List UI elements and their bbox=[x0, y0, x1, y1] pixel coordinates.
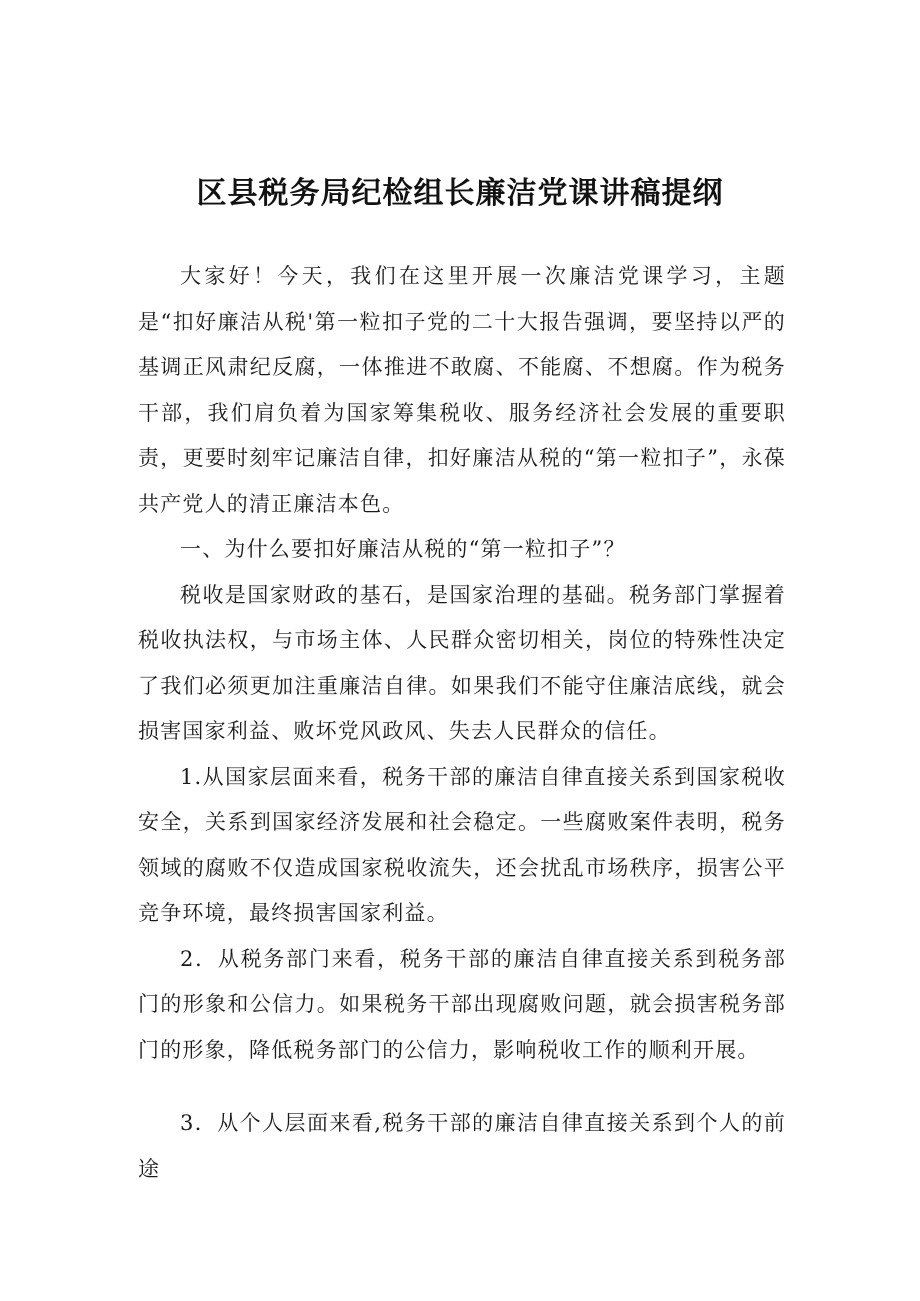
body-paragraph: 税收是国家财政的基石，是国家治理的基础。税务部门掌握着税收执法权，与市场主体、人民群众密切相关，岗位的特殊性决定了我们必须更加注重廉洁自律。如果我们不能守住廉洁底线，就会损害国家利益、败坏党风政风、失去人民群众的信任。 bbox=[138, 582, 786, 743]
point-paragraph-3: 3．从个人层面来看,税务干部的廉洁自律直接关系到个人的前途 bbox=[138, 1111, 786, 1181]
document-body bbox=[138, 254, 786, 1192]
point-paragraph-2: 2．从税务部门来看，税务干部的廉洁自律直接关系到税务部门的形象和公信力。如果税务干部出现腐败问题，就会损害税务部门的形象，降低税务部门的公信力，影响税收工作的顺利开展。 bbox=[138, 946, 786, 1062]
section-heading-1: 一、为什么要扣好廉洁从税的“第一粒扣子”？ bbox=[180, 537, 626, 561]
document-title: 区县税务局纪检组长廉洁党课讲稿提纲 bbox=[196, 176, 724, 211]
intro-paragraph: 大家好！今天，我们在这里开展一次廉洁党课学习，主题是“扣好廉洁从税'第一粒扣子党的二十大报告强调，要坚持以严的基调正风肃纪反腐，一体推进不敢腐、不能腐、不想腐。作为税务干部，我们肩负着为国家筹集税收、服务经济社会发展的重要职责，更要时刻牢记廉洁自律，扣好廉洁从税的“第一粒扣子”，永葆共产党人的清正廉洁本色。 bbox=[138, 264, 786, 516]
point-paragraph-1: 1.从国家层面来看，税务干部的廉洁自律直接关系到国家税收安全，关系到国家经济发展和社会稳定。一些腐败案件表明，税务领域的腐败不仅造成国家税收流失，还会扰乱市场秩序，损害公平竞争环境，最终损害国家利益。 bbox=[138, 764, 786, 925]
